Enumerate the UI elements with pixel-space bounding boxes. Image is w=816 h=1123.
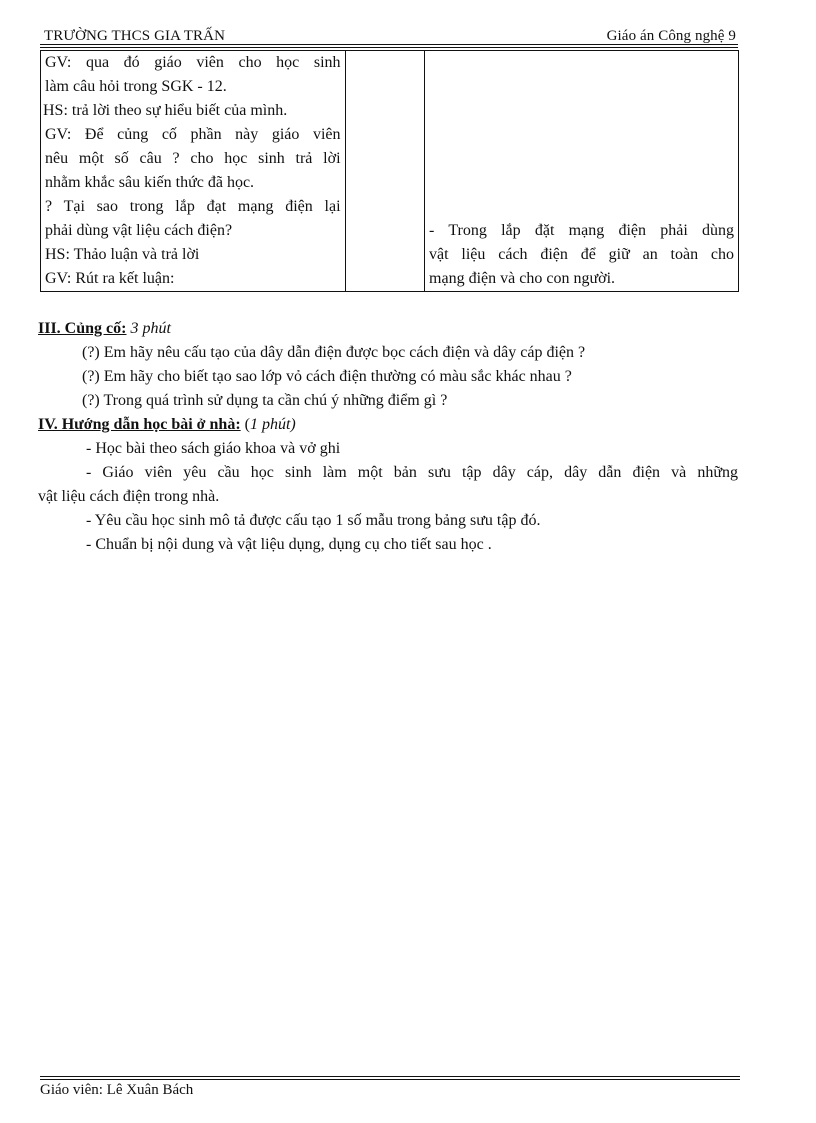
section-consolidation: [38, 317, 738, 413]
homework-item: - Chuẩn bị nội dung và vật liệu dụng, dụng cụ cho tiết sau học .: [86, 536, 492, 553]
question-item: (?) Em hãy cho biết tạo sao lớp vỏ cách điện thường có màu sắc khác nhau ?: [82, 368, 572, 385]
content-line: - Trong lắp đặt mạng điện phải dùng: [429, 222, 734, 239]
homework-item: - Yêu cầu học sinh mô tả được cấu tạo 1 số mẫu trong bảng sưu tập đó.: [86, 512, 541, 529]
cell-spacer: [429, 51, 734, 219]
header-rule-bottom: [40, 47, 738, 48]
activity-line: nêu một số câu ? cho học sinh trả lời: [45, 150, 341, 167]
table-row: [41, 51, 739, 292]
activity-line: ? Tại sao trong lắp đạt mạng điện lại: [45, 198, 341, 215]
activity-line: HS: trả lời theo sự hiểu biết của mình.: [43, 102, 288, 119]
section-time: 3 phút: [130, 320, 171, 337]
section-time-open: (: [244, 416, 250, 433]
content-line: vật liệu cách điện để giữ an toàn cho: [429, 246, 734, 263]
footer-rule-bottom: [40, 1079, 740, 1080]
activity-line: GV: Rút ra kết luận:: [45, 270, 175, 287]
homework-item: - Học bài theo sách giáo khoa và vở ghi: [86, 440, 341, 457]
activity-line: phải dùng vật liệu cách điện?: [45, 222, 233, 239]
teacher-student-activity-cell: [41, 51, 346, 292]
activity-line: GV: Để củng cố phần này giáo viên: [45, 126, 341, 143]
activity-line: GV: qua đó giáo viên cho học sinh: [45, 54, 341, 71]
question-item: (?) Trong quá trình sử dụng ta cần chú ý những điểm gì ?: [82, 392, 448, 409]
question-item: (?) Em hãy nêu cấu tạo của dây dẫn điện được bọc cách điện và dây cáp điện ?: [82, 344, 586, 361]
homework-item: - Giáo viên yêu cầu học sinh làm một bản sưu tập dây cáp, dây dẫn điện và những: [86, 464, 738, 481]
empty-middle-cell: [345, 51, 425, 292]
header-rule-top: [40, 44, 738, 45]
homework-item-continuation: vật liệu cách điện trong nhà.: [38, 488, 220, 505]
section-label: IV. Hướng dẫn học bài ở nhà:: [38, 416, 241, 433]
page-header: [40, 26, 738, 46]
lesson-table: [40, 50, 739, 292]
footer-rule-top: [40, 1076, 740, 1077]
section-heading: [38, 413, 738, 437]
section-heading: [38, 317, 738, 341]
school-name: TRƯỜNG THCS GIA TRẤN: [44, 28, 226, 44]
section-time: 1 phút): [249, 416, 296, 433]
subject-title: Giáo án Công nghệ 9: [606, 28, 736, 44]
teacher-name: Giáo viên: Lê Xuân Bách: [40, 1082, 194, 1098]
content-line: mạng điện và cho con người.: [429, 270, 616, 287]
section-label: III. Củng cố:: [38, 320, 127, 337]
activity-line: nhằm khắc sâu kiến thức đã học.: [45, 174, 255, 191]
activity-line: làm câu hỏi trong SGK - 12.: [45, 78, 227, 95]
content-cell: [425, 51, 739, 292]
activity-line: HS: Thảo luận và trả lời: [45, 246, 200, 263]
section-homework: [38, 413, 738, 557]
